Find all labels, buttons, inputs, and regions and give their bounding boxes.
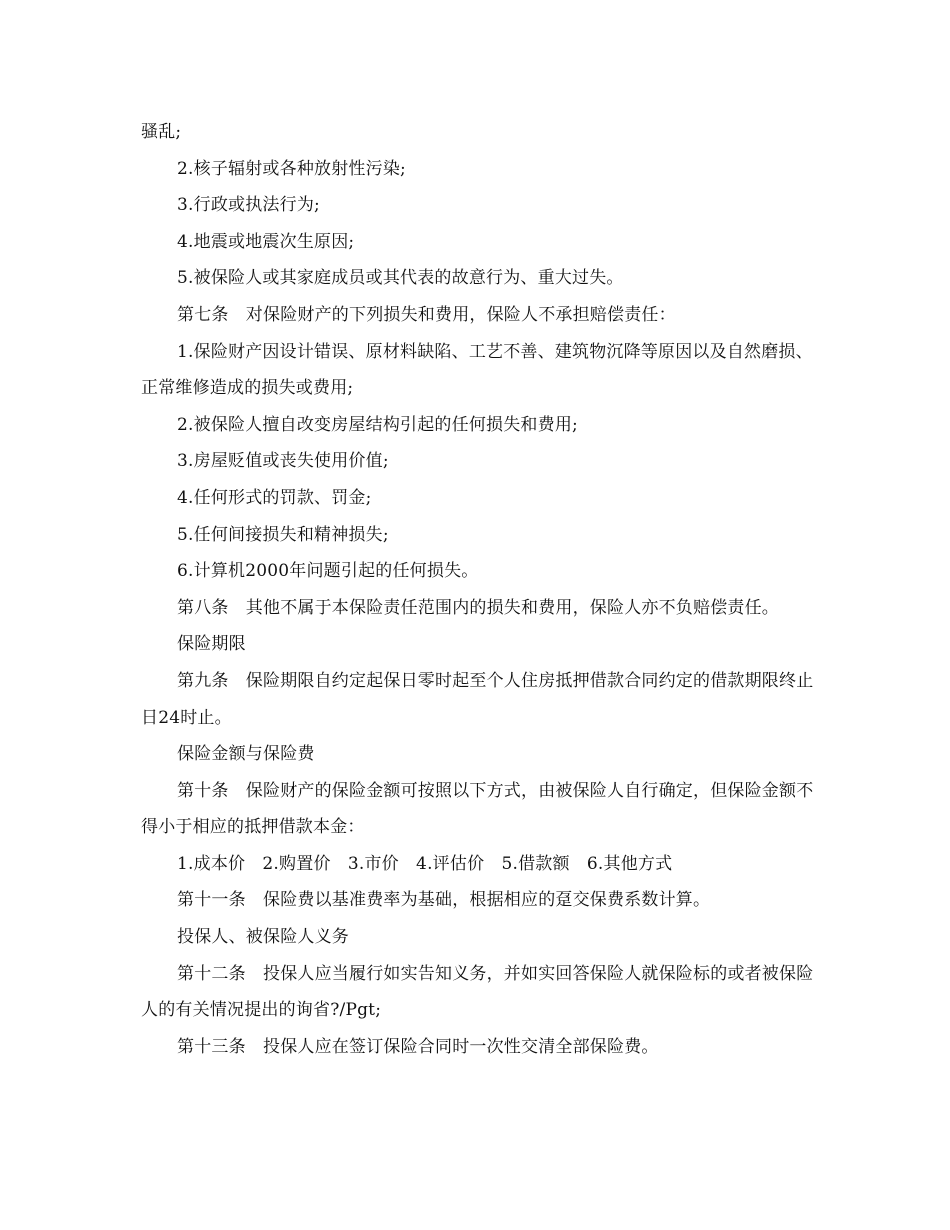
paragraph-article-11: 第十一条 保险费以基准费率为基础，根据相应的趸交保费系数计算。 [177, 890, 711, 911]
paragraph-article-12: 第十二条 投保人应当履行如实告知义务，并如实回答保险人就保险标的或者被保险人的有关情况提出的询省?/Pgt; [141, 963, 814, 1021]
paragraph-item-design-defect: 1.保险财产因设计错误、原材料缺陷、工艺不善、建筑物沉降等原因以及自然磨损、正常维修造成的损失或费用; [141, 341, 813, 399]
paragraph-article-13: 第十三条 投保人应在签订保险合同时一次性交清全部保险费。 [177, 1036, 659, 1057]
paragraph-article-8: 第八条 其他不属于本保险责任范围内的损失和费用，保险人亦不负赔偿责任。 [177, 597, 779, 618]
paragraph-valuation-methods: 1.成本价 2.购置价 3.市价 4.评估价 5.借款额 6.其他方式 [177, 853, 673, 874]
paragraph-item-intentional: 5.被保险人或其家庭成员或其代表的故意行为、重大过失。 [177, 268, 624, 289]
section-heading-amount-and-premium: 保险金额与保险费 [177, 744, 315, 765]
section-heading-insurance-period: 保险期限 [177, 634, 246, 655]
paragraph-item-indirect-loss: 5.任何间接损失和精神损失; [177, 524, 389, 545]
paragraph-item-administrative: 3.行政或执法行为; [177, 195, 320, 216]
paragraph-continuation: 骚乱; [141, 122, 182, 142]
paragraph-item-nuclear: 2.核子辐射或各种放射性污染; [177, 158, 406, 179]
paragraph-article-10: 第十条 保险财产的保险金额可按照以下方式，由被保险人自行确定，但保险金额不得小于相应的抵押借款本金： [141, 780, 814, 838]
paragraph-article-7: 第七条 对保险财产的下列损失和费用，保险人不承担赔偿责任： [177, 304, 676, 325]
document-body [141, 114, 816, 1065]
paragraph-item-y2k: 6.计算机2000年问题引起的任何损失。 [177, 561, 479, 582]
section-heading-obligations: 投保人、被保险人义务 [177, 927, 349, 948]
paragraph-item-structure-change: 2.被保险人擅自改变房屋结构引起的任何损失和费用; [177, 414, 578, 435]
paragraph-item-earthquake: 4.地震或地震次生原因; [177, 231, 355, 252]
paragraph-item-depreciation: 3.房屋贬值或丧失使用价值; [177, 451, 389, 472]
paragraph-item-fines: 4.任何形式的罚款、罚金; [177, 487, 372, 508]
paragraph-article-9: 第九条 保险期限自约定起保日零时起至个人住房抵押借款合同约定的借款期限终止日24时止。 [141, 670, 814, 728]
